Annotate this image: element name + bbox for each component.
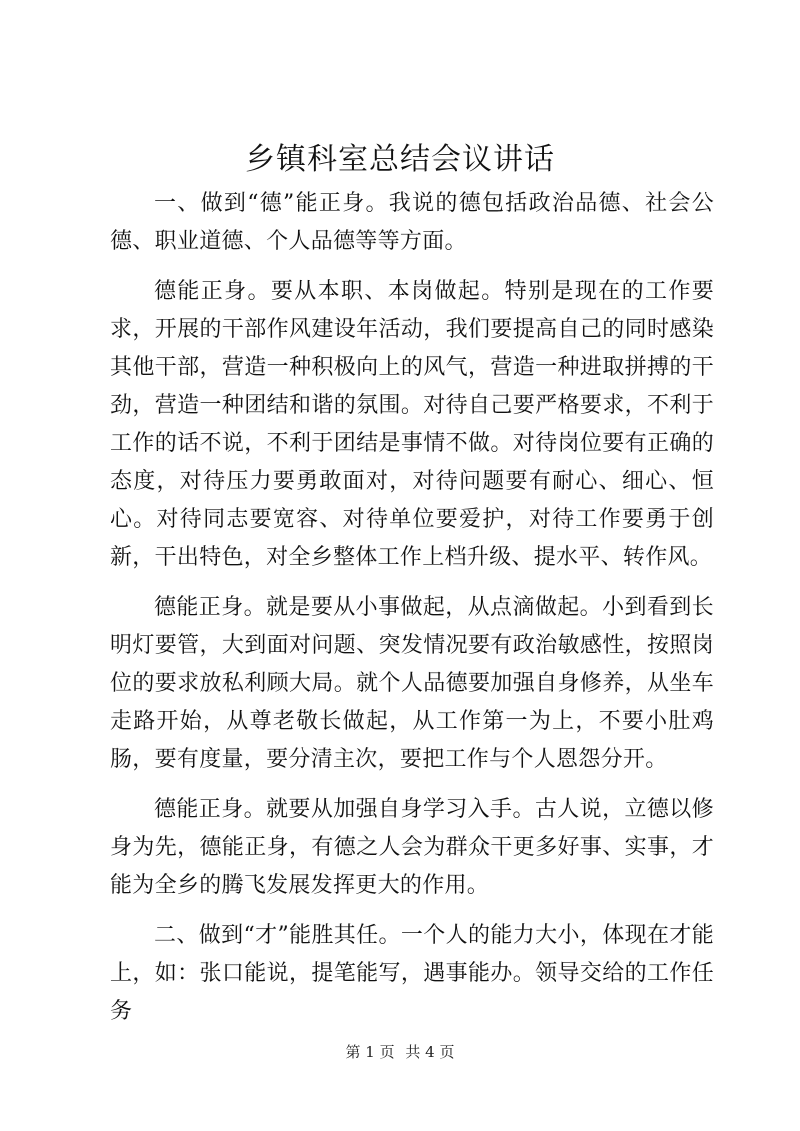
- paragraph: 德能正身。就要从加强自身学习入手。古人说，立德以修身为先，德能正身，有德之人会为群众干更多好事、实事，才能为全乡的腾飞发展发挥更大的作用。: [110, 797, 714, 898]
- paragraph: 二、做到“才”能胜其任。一个人的能力大小，体现在才能上，如：张口能说，提笔能写，遇事能办。领导交给的工作任务: [110, 923, 714, 1024]
- paragraph: 德能正身。就是要从小事做起，从点滴做起。小到看到长明灯要管，大到面对问题、突发情况要有政治敏感性，按照岗位的要求放私利顾大局。就个人品德要加强自身修养，从坐车走路开始，从尊老敬长做起，从工作第一为上，不要小肚鸡肠，要有度量，要分清主次，要把工作与个人恩怨分开。: [110, 595, 714, 772]
- page-total: 共 4 页: [405, 1043, 455, 1061]
- document-body: [110, 185, 714, 1043]
- paragraph: 一、做到“德”能正身。我说的德包括政治品德、社会公德、职业道德、个人品德等等方面。: [110, 191, 714, 254]
- paragraph: 德能正身。要从本职、本岗做起。特别是现在的工作要求，开展的干部作风建设年活动，我们要提高自己的同时感染其他干部，营造一种积极向上的风气，营造一种进取拼搏的干劲，营造一种团结和谐的氛围。对待自己要严格要求，不利于工作的话不说，不利于团结是事情不做。对待岗位要有正确的态度，对待压力要勇敢面对，对待问题要有耐心、细心、恒心。对待同志要宽容、对待单位要爱护，对待工作要勇于创新，干出特色，对全乡整体工作上档升级、提水平、转作风。: [110, 279, 714, 570]
- page-number: 第 1 页: [345, 1043, 395, 1061]
- document-title: 乡镇科室总结会议讲话: [245, 142, 555, 177]
- page-footer: [0, 1042, 800, 1062]
